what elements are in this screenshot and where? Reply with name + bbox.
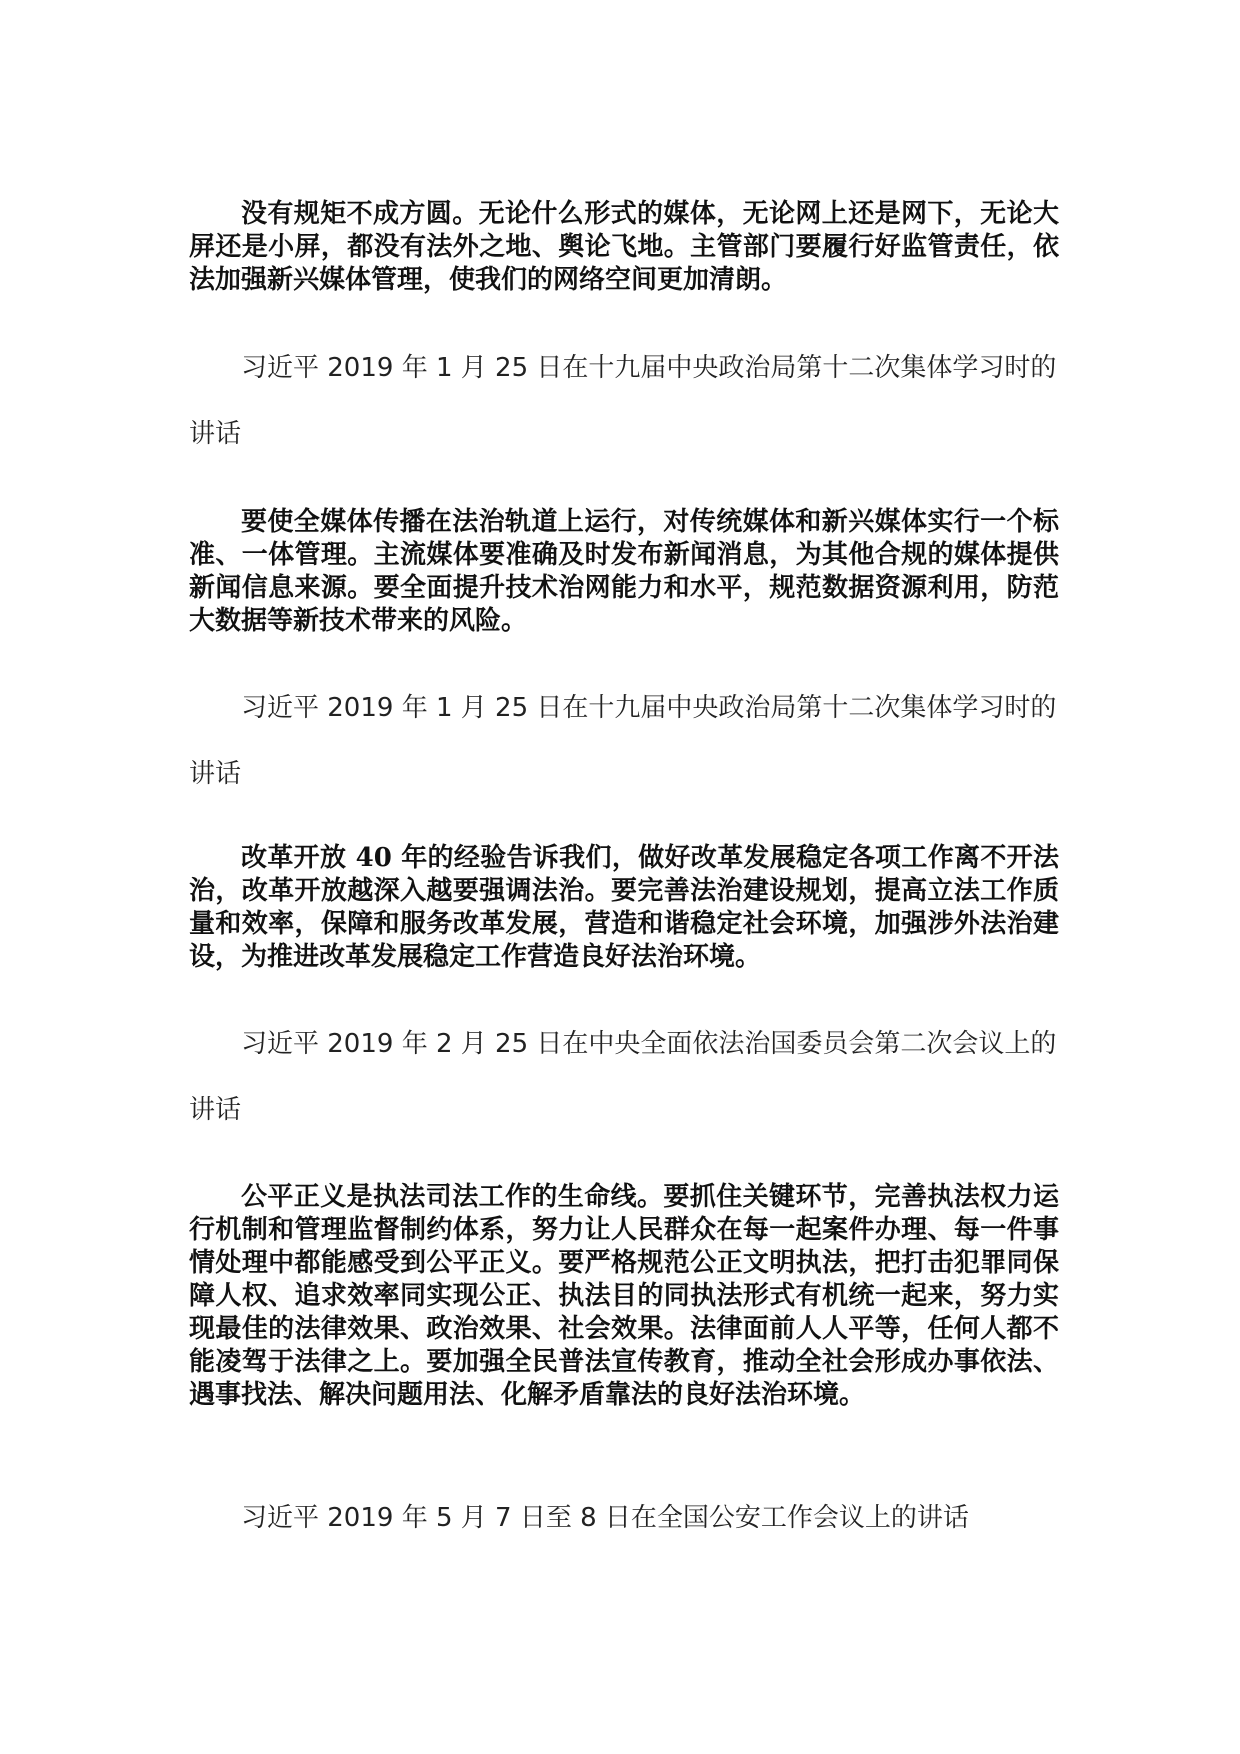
source-line-4: 习近平 2019 年 5 月 7 日至 8 日在全国公安工作会议上的讲话 xyxy=(241,1503,969,1533)
quote-paragraph-1: 没有规矩不成方圆。无论什么形式的媒体，无论网上还是网下，无论大屏还是小屏，都没有法外之地、舆论飞地。主管部门要履行好监管责任，依法加强新兴媒体管理，使我们的网络空间更加清朗。 xyxy=(189,199,1059,295)
quote-paragraph-3: 改革开放 40 年的经验告诉我们，做好改革发展稳定各项工作离不开法治，改革开放越深入越要强调法治。要完善法治建设规划，提高立法工作质量和效率，保障和服务改革发展，营造和谐稳定社会环境，加强涉外法治建设，为推进改革发展稳定工作营造良好法治环境。 xyxy=(189,843,1059,972)
source-line-1: 习近平 2019 年 1 月 25 日在十九届中央政治局第十二次集体学习时的讲话 xyxy=(189,353,1057,449)
quote-paragraph-4: 公平正义是执法司法工作的生命线。要抓住关键环节，完善执法权力运行机制和管理监督制约体系，努力让人民群众在每一起案件办理、每一件事情处理中都能感受到公平正义。要严格规范公正文明执法，把打击犯罪同保障人权、追求效率同实现公正、执法目的同执法形式有机统一起来，努力实现最佳的法律效果、政治效果、社会效果。法律面前人人平等，任何人都不能凌驾于法律之上。要加强全民普法宣传教育，推动全社会形成办事依法、遇事找法、解决问题用法、化解矛盾靠法的良好法治环境。 xyxy=(189,1182,1059,1410)
quote-paragraph-2: 要使全媒体传播在法治轨道上运行，对传统媒体和新兴媒体实行一个标准、一体管理。主流媒体要准确及时发布新闻消息，为其他合规的媒体提供新闻信息来源。要全面提升技术治网能力和水平，规范数据资源利用，防范大数据等新技术带来的风险。 xyxy=(189,507,1059,636)
source-line-2: 习近平 2019 年 1 月 25 日在十九届中央政治局第十二次集体学习时的讲话 xyxy=(189,693,1057,789)
source-line-3: 习近平 2019 年 2 月 25 日在中央全面依法治国委员会第二次会议上的讲话 xyxy=(189,1029,1057,1125)
